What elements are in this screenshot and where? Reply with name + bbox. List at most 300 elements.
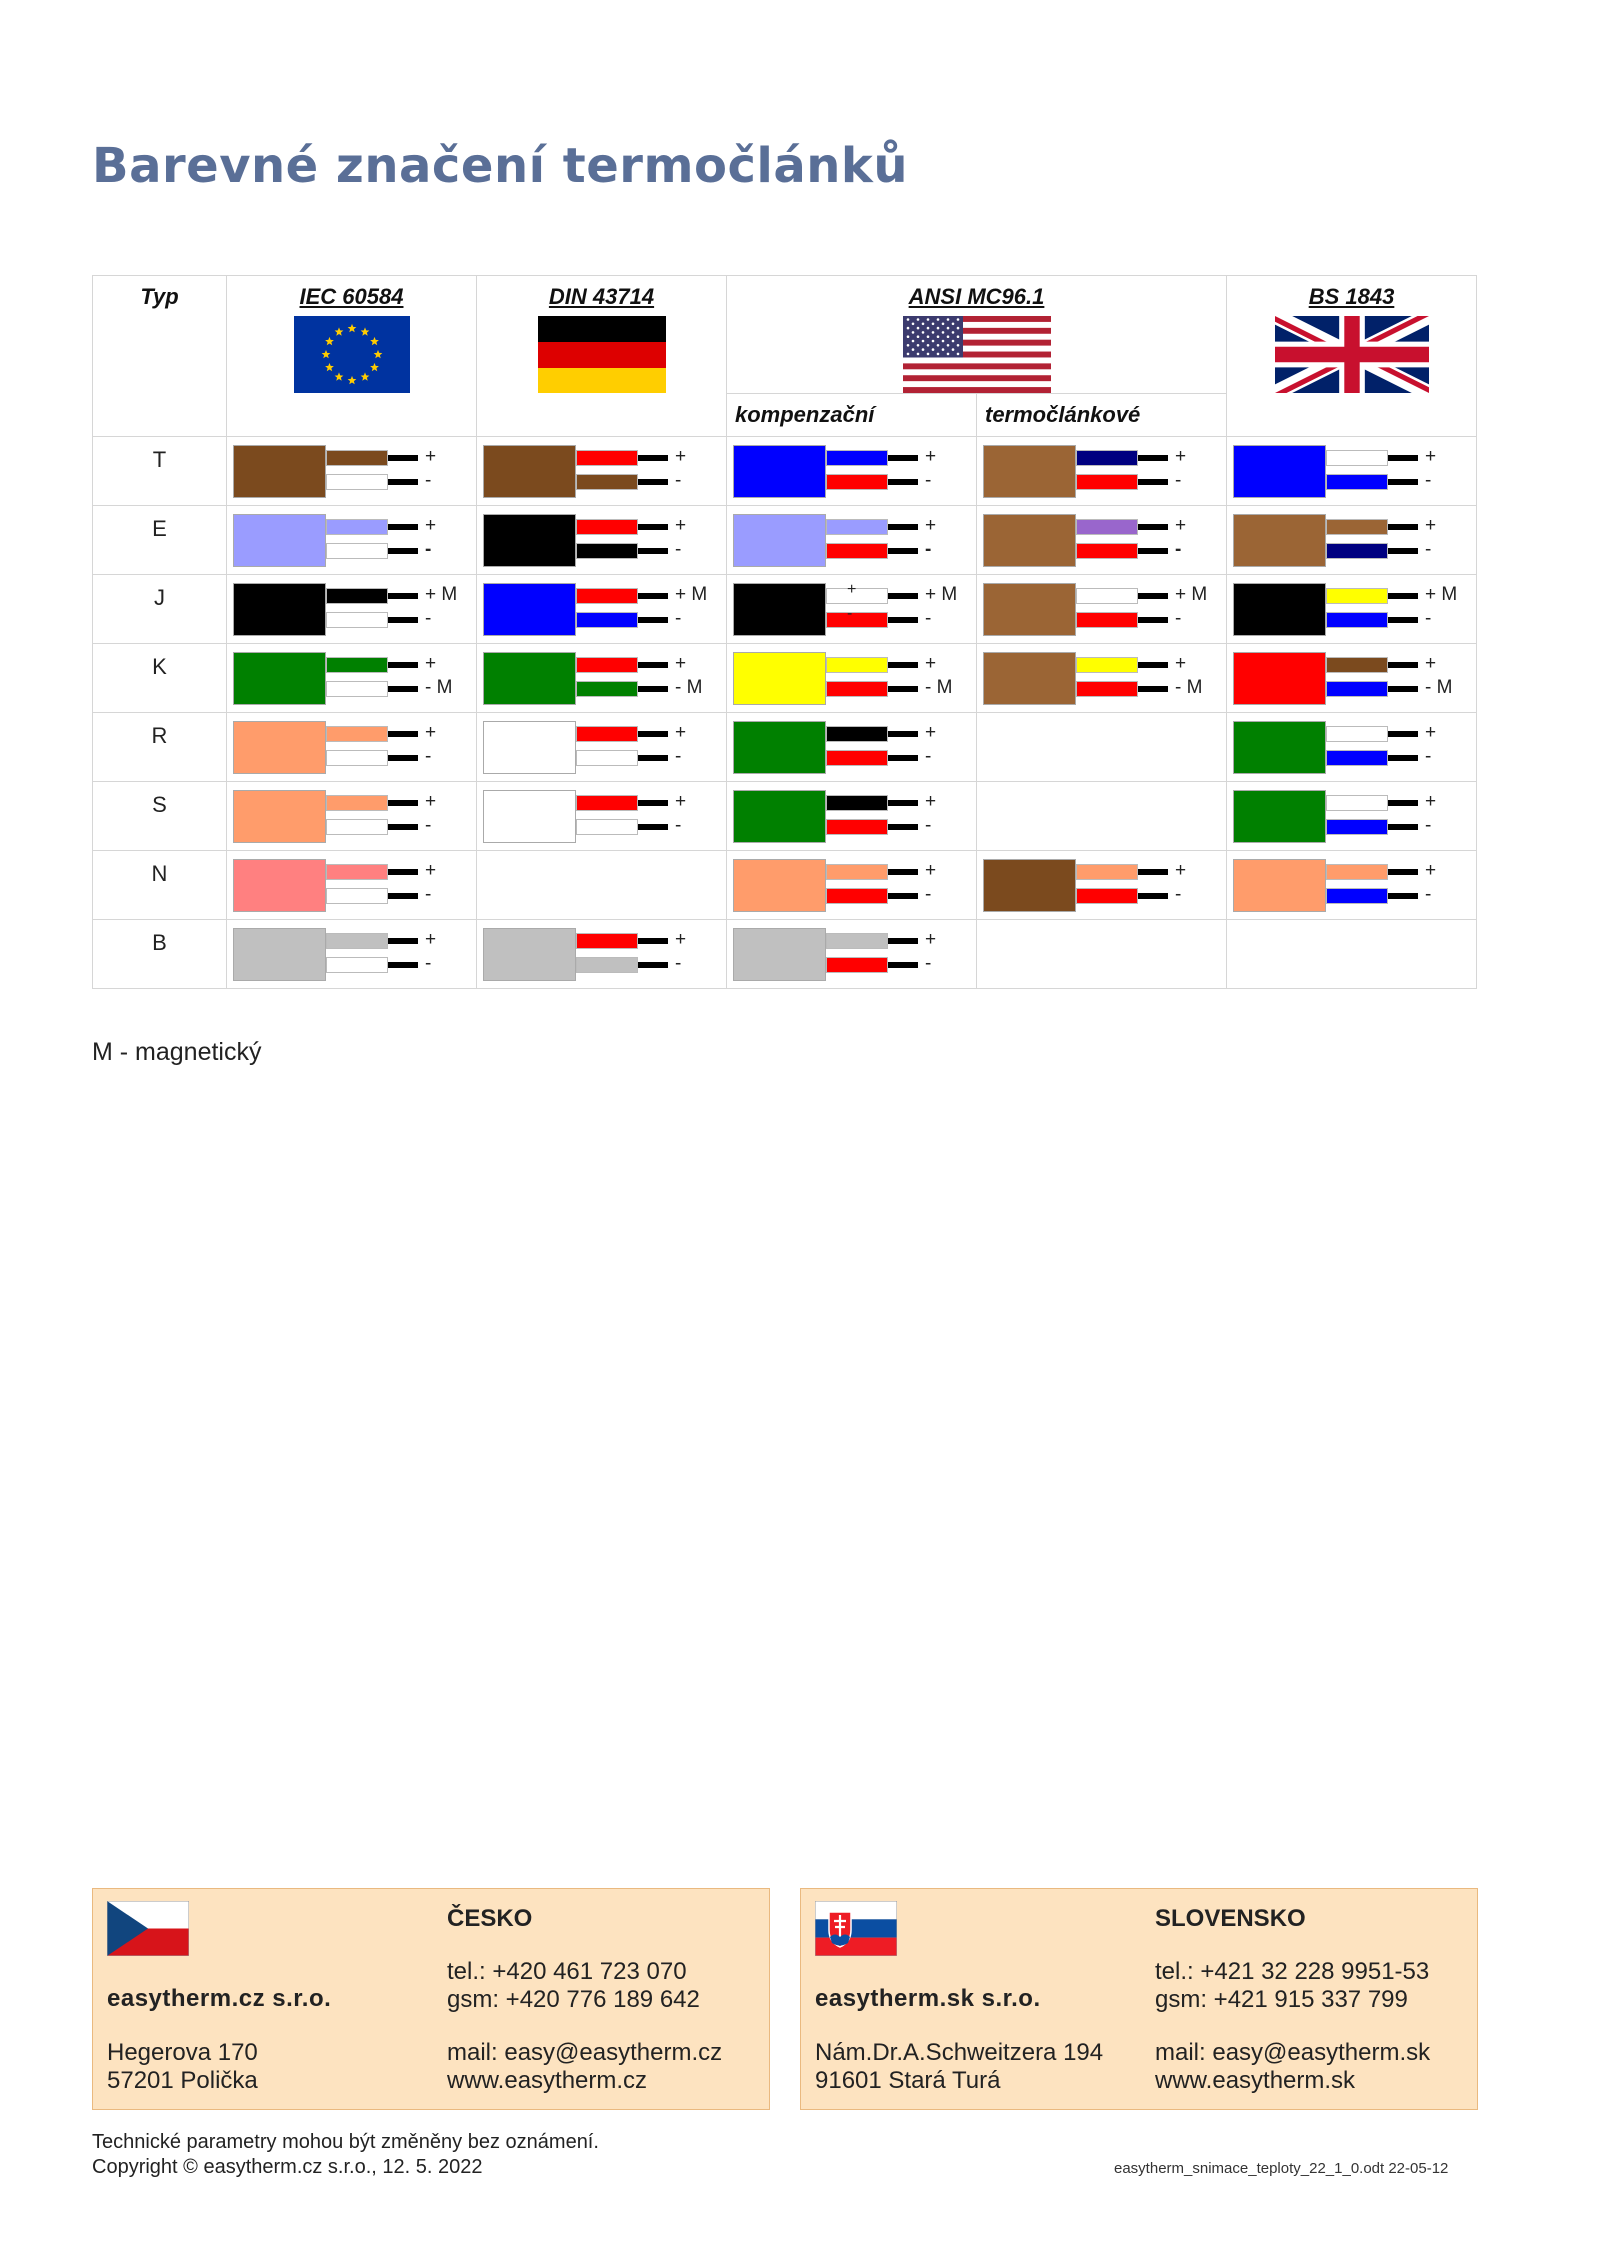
email-link[interactable]: mail: easy@easytherm.cz	[447, 2039, 723, 2066]
color-cell-ansi-compensating	[727, 575, 977, 644]
positive-wire	[826, 657, 888, 673]
wire-tip	[1138, 686, 1168, 692]
sheath-swatch	[733, 652, 826, 705]
wire-tip	[888, 686, 918, 692]
wire-tip	[388, 593, 418, 599]
header-bs	[1227, 276, 1477, 437]
negative-label: -	[425, 746, 432, 767]
positive-label: +	[1425, 791, 1437, 812]
phone-number: tel.: +421 32 228 9951-53	[1155, 1958, 1430, 1985]
thermocouple-type: N	[93, 851, 227, 920]
sheath-swatch	[1233, 721, 1326, 774]
wire-tip	[888, 962, 918, 968]
negative-wire	[1326, 543, 1388, 559]
address-city: 91601 Stará Turá	[815, 2067, 1001, 2094]
positive-wire	[826, 726, 888, 742]
negative-wire	[576, 474, 638, 490]
wire-tip	[388, 938, 418, 944]
positive-wire	[1326, 657, 1388, 673]
positive-wire	[1076, 864, 1138, 880]
sheath-swatch	[1233, 445, 1326, 498]
company-name: easytherm.cz s.r.o.	[107, 1985, 332, 2012]
color-cell-ansi-compensating	[727, 506, 977, 575]
negative-label: -	[925, 470, 932, 491]
thermocouple-type: J	[93, 575, 227, 644]
wire-tip	[638, 686, 668, 692]
positive-wire	[576, 726, 638, 742]
thermocouple-type: K	[93, 644, 227, 713]
negative-wire	[1326, 819, 1388, 835]
header-typ: Typ	[93, 276, 227, 437]
thermocouple-type: B	[93, 920, 227, 989]
color-cell-ansi-thermocouple	[977, 644, 1227, 713]
wire-tip	[388, 662, 418, 668]
positive-label: +	[925, 515, 937, 536]
slovakia-flag-icon	[815, 1901, 897, 1956]
positive-label: +	[425, 722, 437, 743]
positive-wire	[826, 933, 888, 949]
color-cell-ansi-thermocouple	[977, 851, 1227, 920]
sheath-swatch	[483, 721, 576, 774]
positive-label: +	[1425, 722, 1437, 743]
positive-wire	[1326, 795, 1388, 811]
wire-tip	[888, 824, 918, 830]
negative-wire	[1076, 681, 1138, 697]
positive-label: + M	[925, 584, 958, 605]
positive-label: +	[675, 722, 687, 743]
wire-tip	[1388, 824, 1418, 830]
wire-marker: -	[847, 605, 853, 622]
sheath-swatch	[483, 790, 576, 843]
positive-wire	[1076, 588, 1138, 604]
wire-tip	[638, 938, 668, 944]
wire-tip	[1388, 686, 1418, 692]
phone-block	[1155, 1958, 1429, 2014]
header-din-label: DIN 43714	[548, 284, 655, 309]
usa-flag-icon	[903, 316, 1051, 393]
header-iec	[227, 276, 477, 437]
wire-tip	[388, 479, 418, 485]
phone-block	[447, 1958, 700, 2014]
wire-tip	[388, 617, 418, 623]
negative-wire	[576, 612, 638, 628]
negative-label: -	[1175, 884, 1182, 905]
wire-tip	[638, 593, 668, 599]
color-cell-iec	[227, 437, 477, 506]
negative-wire	[576, 819, 638, 835]
color-cell-din	[477, 644, 727, 713]
negative-label: -	[1425, 884, 1432, 905]
positive-label: +	[1175, 860, 1187, 881]
website-link[interactable]: www.easytherm.sk	[1155, 2067, 1356, 2094]
positive-label: +	[675, 515, 687, 536]
color-cell-ansi-thermocouple	[977, 713, 1227, 782]
wire-tip	[1138, 662, 1168, 668]
negative-wire	[826, 957, 888, 973]
color-cell-bs	[1227, 782, 1477, 851]
negative-wire	[1076, 543, 1138, 559]
sheath-swatch	[1233, 652, 1326, 705]
color-cell-ansi-compensating	[727, 437, 977, 506]
thermocouple-color-table	[92, 275, 1477, 989]
wire-tip	[388, 869, 418, 875]
negative-label: -	[425, 608, 432, 629]
czech-flag-icon	[107, 1901, 189, 1956]
table-row	[93, 575, 1477, 644]
negative-label: -	[1425, 815, 1432, 836]
color-cell-din	[477, 437, 727, 506]
negative-label: -	[925, 815, 932, 836]
positive-label: +	[425, 653, 437, 674]
wire-tip	[1388, 524, 1418, 530]
negative-label: -	[925, 953, 932, 974]
contact-box-slovakia	[800, 1888, 1478, 2110]
email-block	[447, 2039, 722, 2095]
sheath-swatch	[733, 859, 826, 912]
color-cell-iec	[227, 782, 477, 851]
copyright: Copyright © easytherm.cz s.r.o., 12. 5. 2022	[92, 2156, 483, 2178]
positive-wire	[326, 795, 388, 811]
negative-wire	[1326, 612, 1388, 628]
sheath-swatch	[1233, 790, 1326, 843]
wire-tip	[638, 548, 668, 554]
negative-wire	[326, 750, 388, 766]
wire-tip	[388, 893, 418, 899]
header-ansi-compensating: kompenzační	[727, 394, 977, 437]
negative-wire	[1326, 681, 1388, 697]
color-cell-din	[477, 575, 727, 644]
sheath-swatch	[733, 721, 826, 774]
table-row	[93, 437, 1477, 506]
positive-label: +	[1175, 446, 1187, 467]
email-link[interactable]: mail: easy@easytherm.sk	[1155, 2039, 1431, 2066]
wire-tip	[1388, 455, 1418, 461]
negative-wire	[826, 750, 888, 766]
wire-tip	[1388, 593, 1418, 599]
wire-tip	[1388, 755, 1418, 761]
header-din	[477, 276, 727, 437]
negative-wire	[326, 888, 388, 904]
sheath-swatch	[1233, 583, 1326, 636]
disclaimer: Technické parametry mohou být změněny bez oznámení.	[92, 2131, 599, 2153]
positive-wire	[1076, 450, 1138, 466]
negative-label: -	[675, 470, 682, 491]
wire-tip	[638, 479, 668, 485]
negative-wire	[826, 681, 888, 697]
sheath-swatch	[233, 721, 326, 774]
sheath-swatch	[733, 445, 826, 498]
positive-wire	[826, 795, 888, 811]
negative-wire	[326, 474, 388, 490]
thermocouple-type: T	[93, 437, 227, 506]
negative-wire	[826, 543, 888, 559]
thermocouple-type: R	[93, 713, 227, 782]
sheath-swatch	[983, 445, 1076, 498]
wire-tip	[1388, 662, 1418, 668]
country-name: ČESKO	[447, 1905, 533, 1932]
sheath-swatch	[733, 790, 826, 843]
wire-tip	[638, 962, 668, 968]
sheath-swatch	[483, 514, 576, 567]
sheath-swatch	[1233, 859, 1326, 912]
negative-label: -	[1425, 470, 1432, 491]
negative-label: -	[425, 953, 432, 974]
negative-label: -	[1425, 746, 1432, 767]
address-street: Nám.Dr.A.Schweitzera 194	[815, 2039, 1104, 2066]
positive-wire	[826, 450, 888, 466]
positive-label: +	[925, 722, 937, 743]
sheath-swatch	[1233, 514, 1326, 567]
negative-wire	[326, 543, 388, 559]
color-cell-bs	[1227, 713, 1477, 782]
mobile-number: gsm: +420 776 189 642	[447, 1986, 700, 2013]
positive-wire	[826, 864, 888, 880]
sheath-swatch	[483, 928, 576, 981]
wire-tip	[638, 800, 668, 806]
magnetic-note: M - magnetický	[92, 1038, 262, 1066]
wire-tip	[388, 755, 418, 761]
sheath-swatch	[733, 583, 826, 636]
negative-wire	[1326, 888, 1388, 904]
positive-wire	[326, 450, 388, 466]
table-row	[93, 713, 1477, 782]
color-cell-din	[477, 713, 727, 782]
negative-label: -	[925, 539, 932, 560]
wire-tip	[888, 524, 918, 530]
color-cell-din	[477, 506, 727, 575]
positive-label: +	[425, 929, 437, 950]
color-cell-iec	[227, 506, 477, 575]
sheath-swatch	[483, 652, 576, 705]
wire-tip	[388, 824, 418, 830]
wire-tip	[638, 731, 668, 737]
color-cell-ansi-thermocouple	[977, 437, 1227, 506]
sheath-swatch	[233, 790, 326, 843]
positive-wire	[326, 726, 388, 742]
sheath-swatch	[233, 445, 326, 498]
wire-tip	[388, 731, 418, 737]
positive-wire	[1076, 519, 1138, 535]
positive-wire	[1326, 864, 1388, 880]
negative-label: -	[1425, 608, 1432, 629]
wire-tip	[1388, 617, 1418, 623]
positive-wire	[1326, 588, 1388, 604]
sheath-swatch	[233, 652, 326, 705]
color-cell-iec	[227, 713, 477, 782]
negative-label: -	[675, 953, 682, 974]
wire-tip	[388, 686, 418, 692]
negative-wire	[1076, 612, 1138, 628]
address-city: 57201 Polička	[107, 2067, 258, 2094]
wire-tip	[888, 755, 918, 761]
wire-tip	[1388, 893, 1418, 899]
country-name: SLOVENSKO	[1155, 1905, 1306, 1932]
positive-wire	[326, 933, 388, 949]
wire-tip	[638, 524, 668, 530]
positive-label: +	[675, 791, 687, 812]
address	[107, 2039, 258, 2095]
color-cell-din	[477, 851, 727, 920]
color-cell-din	[477, 782, 727, 851]
sheath-swatch	[483, 583, 576, 636]
color-cell-ansi-compensating	[727, 782, 977, 851]
sheath-swatch	[483, 445, 576, 498]
negative-label: - M	[925, 677, 953, 698]
color-cell-ansi-thermocouple	[977, 920, 1227, 989]
wire-tip	[638, 455, 668, 461]
positive-label: +	[925, 791, 937, 812]
website-link[interactable]: www.easytherm.cz	[447, 2067, 648, 2094]
negative-wire	[1326, 750, 1388, 766]
positive-label: +	[425, 515, 437, 536]
wire-tip	[1138, 479, 1168, 485]
color-cell-ansi-compensating	[727, 644, 977, 713]
color-cell-bs	[1227, 920, 1477, 989]
positive-label: +	[425, 791, 437, 812]
positive-label: +	[675, 929, 687, 950]
wire-tip	[1138, 548, 1168, 554]
color-cell-iec	[227, 851, 477, 920]
positive-label: +	[1175, 515, 1187, 536]
color-cell-bs	[1227, 437, 1477, 506]
wire-tip	[888, 455, 918, 461]
wire-tip	[1388, 731, 1418, 737]
negative-wire	[326, 612, 388, 628]
wire-tip	[638, 662, 668, 668]
uk-flag-icon	[1275, 316, 1429, 393]
table-row	[93, 920, 1477, 989]
color-cell-ansi-thermocouple	[977, 506, 1227, 575]
positive-label: +	[425, 446, 437, 467]
negative-label: -	[925, 608, 932, 629]
positive-wire	[326, 588, 388, 604]
negative-label: - M	[1175, 677, 1203, 698]
mobile-number: gsm: +421 915 337 799	[1155, 1986, 1408, 2013]
document-reference: easytherm_snimace_teploty_22_1_0.odt 22-05-12	[1114, 2160, 1449, 2177]
positive-wire	[1076, 657, 1138, 673]
thermocouple-type: E	[93, 506, 227, 575]
table-row	[93, 782, 1477, 851]
negative-label: -	[1425, 539, 1432, 560]
header-ansi	[727, 276, 1227, 394]
wire-tip	[388, 800, 418, 806]
sheath-swatch	[983, 652, 1076, 705]
wire-tip	[888, 869, 918, 875]
header-bs-label: BS 1843	[1308, 284, 1395, 309]
wire-tip	[388, 962, 418, 968]
wire-tip	[1138, 593, 1168, 599]
negative-label: - M	[675, 677, 703, 698]
color-cell-bs	[1227, 506, 1477, 575]
wire-tip	[1138, 524, 1168, 530]
positive-label: +	[1175, 653, 1187, 674]
positive-wire	[1326, 726, 1388, 742]
positive-label: + M	[1175, 584, 1208, 605]
wire-tip	[388, 524, 418, 530]
positive-wire	[576, 588, 638, 604]
footer-left	[92, 2130, 599, 2180]
positive-wire	[576, 519, 638, 535]
positive-label: +	[925, 929, 937, 950]
negative-label: -	[675, 815, 682, 836]
table-row	[93, 851, 1477, 920]
negative-label: -	[1175, 470, 1182, 491]
negative-wire	[576, 750, 638, 766]
wire-tip	[388, 455, 418, 461]
color-cell-ansi-compensating	[727, 920, 977, 989]
wire-tip	[888, 662, 918, 668]
wire-tip	[638, 755, 668, 761]
negative-wire	[826, 474, 888, 490]
eu-flag-icon	[294, 316, 410, 393]
negative-label: -	[425, 539, 432, 560]
negative-label: - M	[425, 677, 453, 698]
wire-tip	[1138, 617, 1168, 623]
positive-label: +	[1425, 653, 1437, 674]
negative-label: - M	[1425, 677, 1453, 698]
positive-wire	[576, 450, 638, 466]
thermocouple-type: S	[93, 782, 227, 851]
negative-wire	[1076, 474, 1138, 490]
negative-wire	[826, 888, 888, 904]
color-cell-ansi-compensating	[727, 713, 977, 782]
negative-wire	[576, 957, 638, 973]
wire-tip	[888, 479, 918, 485]
negative-wire	[326, 819, 388, 835]
positive-wire	[576, 795, 638, 811]
wire-tip	[1138, 455, 1168, 461]
sheath-swatch	[983, 514, 1076, 567]
positive-label: +	[425, 860, 437, 881]
color-cell-ansi-compensating	[727, 851, 977, 920]
positive-wire	[326, 519, 388, 535]
sheath-swatch	[233, 928, 326, 981]
positive-label: +	[925, 446, 937, 467]
positive-wire	[576, 657, 638, 673]
negative-label: -	[1175, 608, 1182, 629]
wire-tip	[1388, 869, 1418, 875]
color-cell-iec	[227, 920, 477, 989]
negative-wire	[826, 819, 888, 835]
positive-label: +	[925, 653, 937, 674]
sheath-swatch	[983, 859, 1076, 912]
wire-tip	[888, 617, 918, 623]
positive-label: + M	[1425, 584, 1458, 605]
wire-tip	[1388, 548, 1418, 554]
positive-label: +	[1425, 515, 1437, 536]
positive-label: +	[1425, 446, 1437, 467]
page-title: Barevné značení termočlánků	[92, 138, 908, 194]
positive-wire	[1326, 519, 1388, 535]
negative-wire	[326, 957, 388, 973]
color-cell-bs	[1227, 851, 1477, 920]
wire-tip	[638, 617, 668, 623]
table-row	[93, 644, 1477, 713]
negative-wire	[576, 543, 638, 559]
positive-label: +	[1425, 860, 1437, 881]
contact-box-czech	[92, 1888, 770, 2110]
wire-tip	[1388, 800, 1418, 806]
header-iec-label: IEC 60584	[299, 284, 404, 309]
wire-tip	[1138, 869, 1168, 875]
wire-tip	[888, 938, 918, 944]
negative-label: -	[425, 470, 432, 491]
wire-marker: +	[847, 581, 857, 598]
negative-wire	[1076, 888, 1138, 904]
negative-label: -	[675, 608, 682, 629]
wire-tip	[888, 593, 918, 599]
color-cell-iec	[227, 575, 477, 644]
